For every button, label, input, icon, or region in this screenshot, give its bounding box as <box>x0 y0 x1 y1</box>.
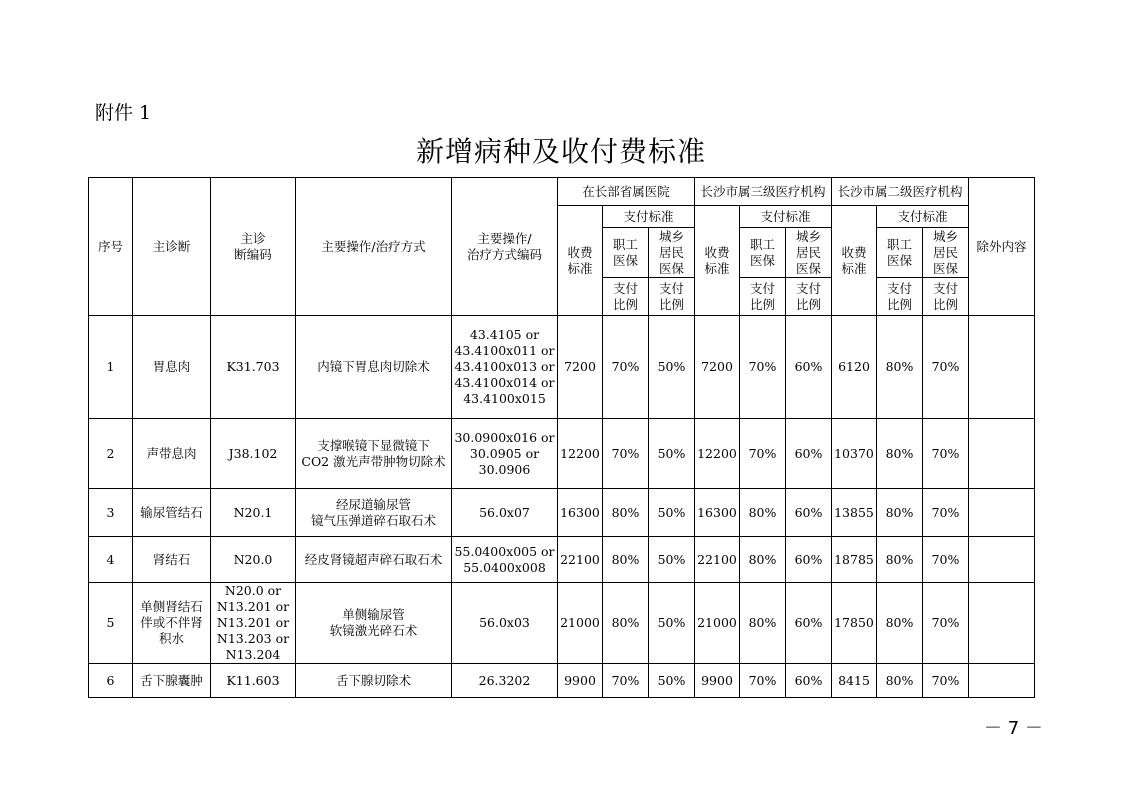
cell-operation: 内镜下胃息肉切除术 <box>296 316 452 419</box>
cell-operation: 舌下腺切除术 <box>296 664 452 698</box>
cell-diagnosis: 舌下腺囊肿 <box>133 664 211 698</box>
cell-employee-ratio: 80% <box>603 489 649 537</box>
cell-resident-ratio: 60% <box>786 316 832 419</box>
header-employee: 职工 医保 <box>740 228 786 278</box>
cell-operation: 支撑喉镜下显微镜下 CO2 激光声带肿物切除术 <box>296 419 452 489</box>
cell-fee: 17850 <box>832 583 877 664</box>
cell-resident-ratio: 50% <box>649 419 695 489</box>
cell-fee: 12200 <box>558 419 603 489</box>
cell-operation: 单侧输尿管 软镜激光碎石术 <box>296 583 452 664</box>
page-number: － 7 － <box>984 718 1043 739</box>
header-group-provincial: 在长部省属医院 <box>558 178 695 206</box>
header-diag-code: 主诊 断编码 <box>211 178 296 316</box>
cell-fee: 7200 <box>558 316 603 419</box>
header-pay-ratio: 支付 比例 <box>877 278 923 316</box>
cell-diag-code: K31.703 <box>211 316 296 419</box>
cell-employee-ratio: 70% <box>603 316 649 419</box>
header-group-secondary: 长沙市属二级医疗机构 <box>832 178 969 206</box>
table-row <box>89 419 1035 489</box>
cell-resident-ratio: 60% <box>786 537 832 583</box>
header-fee: 收费 标准 <box>832 206 877 316</box>
cell-employee-ratio: 70% <box>740 316 786 419</box>
cell-exclusion <box>969 419 1035 489</box>
cell-fee: 10370 <box>832 419 877 489</box>
cell-diagnosis: 肾结石 <box>133 537 211 583</box>
cell-exclusion <box>969 489 1035 537</box>
cell-resident-ratio: 70% <box>923 316 969 419</box>
header-resident: 城乡 居民 医保 <box>923 228 969 278</box>
cell-operation: 经皮肾镜超声碎石取石术 <box>296 537 452 583</box>
cell-diag-code: N20.0 <box>211 537 296 583</box>
header-pay-standard: 支付标准 <box>603 206 695 228</box>
cell-employee-ratio: 80% <box>603 537 649 583</box>
cell-diagnosis: 输尿管结石 <box>133 489 211 537</box>
cell-employee-ratio: 70% <box>603 419 649 489</box>
page-title: 新增病种及收付费标准 <box>415 135 706 168</box>
cell-diag-code: K11.603 <box>211 664 296 698</box>
header-exclusion: 除外内容 <box>969 178 1035 316</box>
header-pay-ratio: 支付 比例 <box>649 278 695 316</box>
cell-fee: 9900 <box>558 664 603 698</box>
header-group-tertiary: 长沙市属三级医疗机构 <box>695 178 832 206</box>
cell-operation: 经尿道输尿管 镜气压弹道碎石取石术 <box>296 489 452 537</box>
cell-exclusion <box>969 316 1035 419</box>
cell-fee: 9900 <box>695 664 740 698</box>
cell-resident-ratio: 50% <box>649 664 695 698</box>
cell-seq: 3 <box>89 489 133 537</box>
cell-employee-ratio: 70% <box>740 419 786 489</box>
cell-exclusion <box>969 537 1035 583</box>
cell-employee-ratio: 80% <box>877 489 923 537</box>
cell-employee-ratio: 80% <box>740 537 786 583</box>
cell-fee: 21000 <box>558 583 603 664</box>
cell-op-code: 26.3202 <box>452 664 558 698</box>
cell-diagnosis: 单侧肾结石 伴或不伴肾 积水 <box>133 583 211 664</box>
cell-fee: 12200 <box>695 419 740 489</box>
cell-fee: 7200 <box>695 316 740 419</box>
table-row <box>89 489 1035 537</box>
cell-fee: 21000 <box>695 583 740 664</box>
cell-employee-ratio: 80% <box>877 583 923 664</box>
cell-diag-code: N20.1 <box>211 489 296 537</box>
cell-diagnosis: 胃息肉 <box>133 316 211 419</box>
header-operation: 主要操作/治疗方式 <box>296 178 452 316</box>
header-pay-ratio: 支付 比例 <box>786 278 832 316</box>
cell-fee: 8415 <box>832 664 877 698</box>
cell-diagnosis: 声带息肉 <box>133 419 211 489</box>
cell-seq: 6 <box>89 664 133 698</box>
cell-exclusion <box>969 664 1035 698</box>
header-employee: 职工 医保 <box>877 228 923 278</box>
header-diagnosis: 主诊断 <box>133 178 211 316</box>
cell-resident-ratio: 50% <box>649 537 695 583</box>
cell-op-code: 55.0400x005 or 55.0400x008 <box>452 537 558 583</box>
cell-op-code: 56.0x07 <box>452 489 558 537</box>
cell-resident-ratio: 50% <box>649 489 695 537</box>
cell-employee-ratio: 80% <box>740 489 786 537</box>
header-pay-ratio: 支付 比例 <box>740 278 786 316</box>
cell-seq: 2 <box>89 419 133 489</box>
cell-exclusion <box>969 583 1035 664</box>
header-pay-ratio: 支付 比例 <box>923 278 969 316</box>
cell-seq: 1 <box>89 316 133 419</box>
cell-resident-ratio: 70% <box>923 583 969 664</box>
header-pay-ratio: 支付 比例 <box>603 278 649 316</box>
cell-resident-ratio: 60% <box>786 664 832 698</box>
cell-seq: 4 <box>89 537 133 583</box>
cell-fee: 16300 <box>558 489 603 537</box>
cell-resident-ratio: 50% <box>649 583 695 664</box>
header-pay-standard: 支付标准 <box>740 206 832 228</box>
cell-fee: 6120 <box>832 316 877 419</box>
cell-employee-ratio: 80% <box>740 583 786 664</box>
cell-resident-ratio: 70% <box>923 419 969 489</box>
cell-diag-code: N20.0 or N13.201 or N13.201 or N13.203 or N13.204 <box>211 583 296 664</box>
header-seq: 序号 <box>89 178 133 316</box>
header-fee: 收费 标准 <box>558 206 603 316</box>
table-row <box>89 583 1035 664</box>
cell-resident-ratio: 70% <box>923 537 969 583</box>
cell-resident-ratio: 70% <box>923 489 969 537</box>
header-resident: 城乡 居民 医保 <box>649 228 695 278</box>
cell-op-code: 56.0x03 <box>452 583 558 664</box>
table-row <box>89 537 1035 583</box>
cell-employee-ratio: 80% <box>603 583 649 664</box>
cell-fee: 16300 <box>695 489 740 537</box>
cell-resident-ratio: 70% <box>923 664 969 698</box>
table-row <box>89 664 1035 698</box>
cell-employee-ratio: 80% <box>877 664 923 698</box>
cell-op-code: 30.0900x016 or 30.0905 or 30.0906 <box>452 419 558 489</box>
header-resident: 城乡 居民 医保 <box>786 228 832 278</box>
cell-employee-ratio: 70% <box>603 664 649 698</box>
cell-employee-ratio: 70% <box>740 664 786 698</box>
table-row <box>89 316 1035 419</box>
header-pay-standard: 支付标准 <box>877 206 969 228</box>
cell-employee-ratio: 80% <box>877 537 923 583</box>
cell-employee-ratio: 80% <box>877 316 923 419</box>
cell-op-code: 43.4105 or 43.4100x011 or 43.4100x013 or 43.4100x014 or 43.4100x015 <box>452 316 558 419</box>
header-employee: 职工 医保 <box>603 228 649 278</box>
fee-table <box>88 177 1035 698</box>
cell-seq: 5 <box>89 583 133 664</box>
attachment-label: 附件 1 <box>95 102 152 124</box>
cell-fee: 18785 <box>832 537 877 583</box>
cell-resident-ratio: 50% <box>649 316 695 419</box>
cell-employee-ratio: 80% <box>877 419 923 489</box>
cell-resident-ratio: 60% <box>786 489 832 537</box>
cell-resident-ratio: 60% <box>786 583 832 664</box>
cell-fee: 13855 <box>832 489 877 537</box>
cell-resident-ratio: 60% <box>786 419 832 489</box>
cell-diag-code: J38.102 <box>211 419 296 489</box>
cell-fee: 22100 <box>558 537 603 583</box>
header-fee: 收费 标准 <box>695 206 740 316</box>
cell-fee: 22100 <box>695 537 740 583</box>
header-op-code: 主要操作/ 治疗方式编码 <box>452 178 558 316</box>
